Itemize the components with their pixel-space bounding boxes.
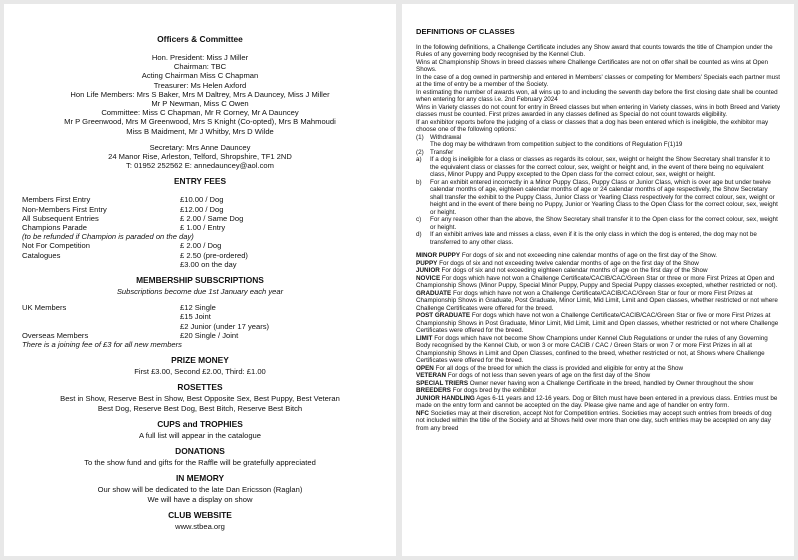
cups-heading: CUPS and TROPHIES: [157, 418, 243, 429]
class-name: PUPPY: [416, 259, 438, 267]
officer-line: Mr P Greenwood, Mrs M Greenwood, Mrs S Knight (Co-opted), Mrs B Mahmoudi: [64, 117, 336, 127]
class-text: Owner never having won a Challenge Certificate in the breed, handled by Owner throughout the show: [469, 379, 754, 387]
class-name: OPEN: [416, 364, 434, 372]
class-definition: [416, 267, 780, 275]
class-name: VETERAN: [416, 372, 447, 379]
class-text: For dogs which have not become Show Champions under Kennel Club Regulations or under the rules of any Governing Body recognised by the Kennel Club, or won 3 or more CACIB / CAC / Green Stars or won 7 or more First Prizes in all at Championship Shows in Limit and Open Classes, confined to the breed, whether restricted or not, at Shows where Challenge Certificates were offered for the breed.: [416, 334, 768, 364]
officer-line: Acting Chairman Miss C Chapman: [141, 71, 259, 81]
officer-line: Committee: Miss C Chapman, Mr R Corney, Mr A Dauncey: [101, 108, 299, 118]
officer-line: Hon Life Members: Mrs S Baker, Mrs M Daltrey, Mrs A Dauncey, Miss J Miller: [70, 89, 330, 99]
intro-paragraph: Wins at Championship Shows in breed classes where Challenge Certificates are not on offer shall be counted as wins at Open Shows.: [416, 58, 769, 73]
membership-value: £15 Joint: [180, 312, 211, 322]
class-definition: [416, 290, 780, 313]
membership-table: [22, 303, 378, 349]
class-text: For dogs of not less than seven years of age on the first day of the Show: [447, 372, 651, 379]
fee-label: [22, 260, 180, 269]
option-text: For any reason other than the above, the Show Secretary shall transfer it to the Open class for the correct colour, sex, weight or height.: [430, 216, 778, 231]
membership-label: [22, 312, 180, 321]
class-name: JUNIOR HANDLING: [416, 394, 475, 402]
membership-label: UK Members: [22, 303, 67, 313]
entry-fees-heading: ENTRY FEES: [173, 176, 227, 187]
officer-line: Miss B Maidment, Mr J Whitby, Mrs D Wilde: [126, 126, 274, 136]
membership-row: [22, 331, 378, 340]
fee-row: [22, 195, 378, 204]
membership-row: [22, 322, 378, 331]
option-key: (2): [416, 148, 424, 156]
cups-text: A full list will appear in the catalogue: [139, 430, 261, 440]
memory-heading: IN MEMORY: [175, 473, 225, 484]
class-definition: [416, 387, 780, 395]
intro-paragraph: If an exhibitor reports before the judging of a class or classes that a dog has been entered which is ineligible, the exhibitor may choose one of the following options:: [416, 118, 769, 133]
fee-label: Members First Entry: [22, 195, 91, 205]
class-name: BREEDERS: [416, 387, 451, 394]
fee-value: £ 1.00 / Entry: [180, 223, 226, 233]
secretary-line: 24 Manor Rise, Arleston, Telford, Shropshire, TF1 2ND: [108, 152, 292, 162]
class-text: For dogs which have not won a Challenge Certificate/CACIB/CAC/Green Star or four or more First Prizes at Championship Shows in Graduate, Post Graduate, Minor Limit, Mid Limit, Limit and Open classes, whether restricted or not where Challenge Certificates were offered for the breed.: [416, 289, 778, 312]
option-item: [416, 179, 780, 217]
class-definition: [416, 380, 780, 388]
fees-table: [22, 195, 378, 269]
intro-paragraph: In the case of a dog owned in partnership and entered in Members' classes or competing for Members' Specials each partner must at the time of entry be a member of the Society.: [416, 73, 780, 88]
option-text: If a dog is ineligible for a class or classes as regards its colour, sex, weight or height the Show Secretary shall transfer it to the equivalent class or classes for the correct colour, sex, weight or height and, in the event of there being no equivalent class, Minor Puppy and Puppy excepted to the Open class for the correct colour, sex, weight or height.: [430, 156, 770, 178]
options-list: [416, 134, 780, 247]
membership-label: [22, 322, 180, 331]
option-item: [416, 231, 780, 246]
fee-row: [22, 214, 378, 223]
class-name: JUNIOR: [416, 267, 440, 274]
membership-value: £2 Junior (under 17 years): [180, 321, 270, 331]
secretary-block: [22, 143, 378, 171]
class-definition: [416, 275, 780, 290]
option-item: [416, 134, 780, 142]
secretary-line: T: 01952 252562 E: annedauncey@aol.com: [126, 161, 274, 171]
class-text: For dogs which have not won a Challenge Certificate/CACIB/CAC/Green Star or five or more First Prizes at Championship Shows in Post Graduate, Minor Limit, Mid Limit, Limit and Open classes, whether restricted or not where Challenge Certificates were offered for the breed.: [416, 312, 779, 334]
class-definition: [416, 410, 780, 433]
class-text: For dogs of six and not exceeding twelve calendar months of age on the first day of the Show: [439, 259, 699, 267]
option-key: (1): [416, 133, 424, 141]
fee-label: Catalogues: [22, 250, 61, 260]
fee-value: £ 2.50 (pre-ordered): [180, 250, 248, 260]
officers-list: [22, 53, 378, 136]
intro-paragraph: Wins in Variety classes do not count for entry in Breed classes but when entering in Variety classes, wins in both Breed and Variety classes must be counted. First prizes awarded in any classes defined as Special do not count towards eligibility.: [416, 103, 781, 118]
class-definition: [416, 372, 780, 380]
intro-paragraph: In estimating the number of awards won, all wins up to and including the seventh day before the first closing date shall be counted when entering for any class i.e. 2nd February 2024: [416, 88, 778, 103]
definitions-heading: DEFINITIONS OF CLASSES: [416, 27, 515, 36]
option-key: c): [416, 216, 422, 223]
option-text: If an exhibit arrives late and misses a class, even if it is the only class in which the dog is entered, the dog may not be transferred to any other class.: [430, 231, 757, 246]
class-text: Societies may at their discretion, accept Not for Competition entries. Societies may accept such entries from breeds of dog not included within the title of the Society and at Shows held over more than one day, such entries may be accepted on any day from any breed: [416, 409, 772, 432]
fee-row: [22, 241, 378, 250]
rosettes-heading: ROSETTES: [177, 382, 223, 393]
fee-value: £10.00 / Dog: [180, 195, 224, 205]
class-definitions: [416, 252, 780, 432]
memory-line: Our show will be dedicated to the late Dan Ericsson (Raglan): [97, 485, 303, 495]
fee-row: [22, 223, 378, 232]
secretary-line: Secretary: Mrs Anne Dauncey: [149, 142, 251, 152]
fee-value: £ 2.00 / Dog: [180, 241, 222, 251]
class-name: GRADUATE: [416, 289, 452, 297]
membership-heading: MEMBERSHIP SUBSCRIPTIONS: [136, 275, 264, 286]
option-item: [416, 141, 780, 149]
fee-value: £3.00 on the day: [180, 259, 237, 269]
class-definition: [416, 312, 780, 335]
class-definition: [416, 252, 780, 260]
class-name: NFC: [416, 409, 429, 417]
officer-line: Treasurer: Ms Helen Axford: [153, 80, 247, 90]
officer-line: Chairman: TBC: [173, 62, 227, 72]
fee-row: [22, 251, 378, 260]
class-definition: [416, 365, 780, 373]
class-text: For dogs of six and not exceeding eighteen calendar months of age on the first day of the Show: [441, 267, 708, 274]
class-text: For all dogs of the breed for which the class is provided and eligible for entry at the Show: [435, 364, 684, 372]
option-text: Transfer: [430, 148, 454, 156]
fee-label: All Subsequent Entries: [22, 213, 99, 223]
prize-money-text: First £3.00, Second £2.00, Third: £1.00: [134, 367, 266, 377]
class-text: For dogs of six and not exceeding nine calendar months of age on the first day of the Show.: [461, 252, 718, 259]
membership-subtitle: Subscriptions become due 1st January each year: [116, 287, 284, 297]
class-definition: [416, 395, 780, 410]
refund-note: (to be refunded if Champion is paraded on the day): [22, 232, 194, 242]
officers-heading: Officers & Committee: [157, 34, 243, 44]
class-name: LIMIT: [416, 334, 433, 342]
option-key: b): [416, 178, 422, 186]
fee-value: £ 2.00 / Same Dog: [180, 213, 244, 223]
intro-paragraph: In the following definitions, a Challenge Certificate includes any Show award that counts towards the title of Champion under the Rules of any governing body recognised by the Kennel Club.: [416, 43, 773, 58]
option-text: The dog may be withdrawn from competition subject to the conditions of Regulation F(1)19: [430, 141, 683, 148]
class-name: NOVICE: [416, 274, 441, 282]
joining-fee-note: There is a joining fee of £3 for all new members: [22, 340, 182, 350]
rosettes-line: Best Dog, Reserve Best Dog, Best Bitch, Reserve Best Bitch: [97, 403, 303, 413]
right-page: [402, 4, 794, 556]
option-text: For an exhibit entered incorrectly in a Minor Puppy Class, Puppy Class or Junior Class, which is over age but under twelve calendar months of age, eighteen calendar months of age or 24 calendar months of age respectively, the Show Secretary shall transfer the exhibit to the Puppy Class, Junior Class or Yearling Class respectively for the correct colour, sex, weight or height and in the event of there being no Puppy, Junior or Yearling Class to the Open Class for the correct colour, sex, weight or height.: [430, 178, 778, 216]
option-item: [416, 156, 780, 179]
donations-heading: DONATIONS: [175, 446, 225, 457]
option-key: d): [416, 231, 422, 238]
class-name: MINOR PUPPY: [416, 252, 461, 259]
rosettes-line: Best in Show, Reserve Best in Show, Best Opposite Sex, Best Puppy, Best Veteran: [60, 394, 340, 404]
website-link[interactable]: www.stbea.org: [175, 521, 225, 531]
membership-value: £20 Single / Joint: [180, 330, 239, 340]
fee-value: £12.00 / Dog: [180, 204, 224, 214]
membership-row: [22, 303, 378, 312]
prize-money-heading: PRIZE MONEY: [171, 355, 229, 366]
left-page: [4, 4, 396, 556]
class-name: POST GRADUATE: [416, 312, 471, 319]
option-item: [416, 216, 780, 231]
membership-value: £12 Single: [180, 303, 216, 313]
definitions-intro: [416, 44, 780, 134]
fee-row: [22, 260, 378, 269]
fee-row: [22, 205, 378, 214]
class-definition: [416, 260, 780, 268]
class-definition: [416, 335, 780, 365]
option-text: Withdrawal: [430, 133, 462, 141]
class-name: SPECIAL TRIERS: [416, 379, 469, 387]
option-key: a): [416, 156, 422, 163]
class-text: For dogs which have not won a Challenge Certificate/CACIB/CAC/Green Star or three or more First Prizes at Open and Championship Shows (Minor Puppy, Special Minor Puppy, Puppy and Special Puppy classes excepted, whether restricted or not).: [416, 274, 778, 289]
class-text: For dogs bred by the exhibitor: [452, 387, 537, 394]
option-item: [416, 149, 780, 157]
fee-label: Not For Competition: [22, 241, 90, 251]
option-key: [416, 141, 430, 149]
officer-line: Hon. President: Miss J Miller: [151, 53, 249, 62]
memory-line: We will have a display on show: [147, 494, 253, 504]
fee-label: Non-Members First Entry: [22, 204, 107, 214]
membership-row: [22, 312, 378, 321]
class-text: Ages 6-11 years and 12-16 years. Dog or Bitch must have been entered in a previous class. Entries must be made on the entry form and cannot be accepted on the day. Please give name and age of handler on entry form.: [416, 394, 778, 409]
fee-label: Champions Parade: [22, 223, 88, 233]
donations-text: To the show fund and gifts for the Raffle will be gratefully appreciated: [84, 458, 316, 468]
membership-label: Overseas Members: [22, 330, 89, 340]
officer-line: Mr P Newman, Miss C Owen: [151, 99, 249, 109]
website-heading: CLUB WEBSITE: [168, 509, 232, 520]
